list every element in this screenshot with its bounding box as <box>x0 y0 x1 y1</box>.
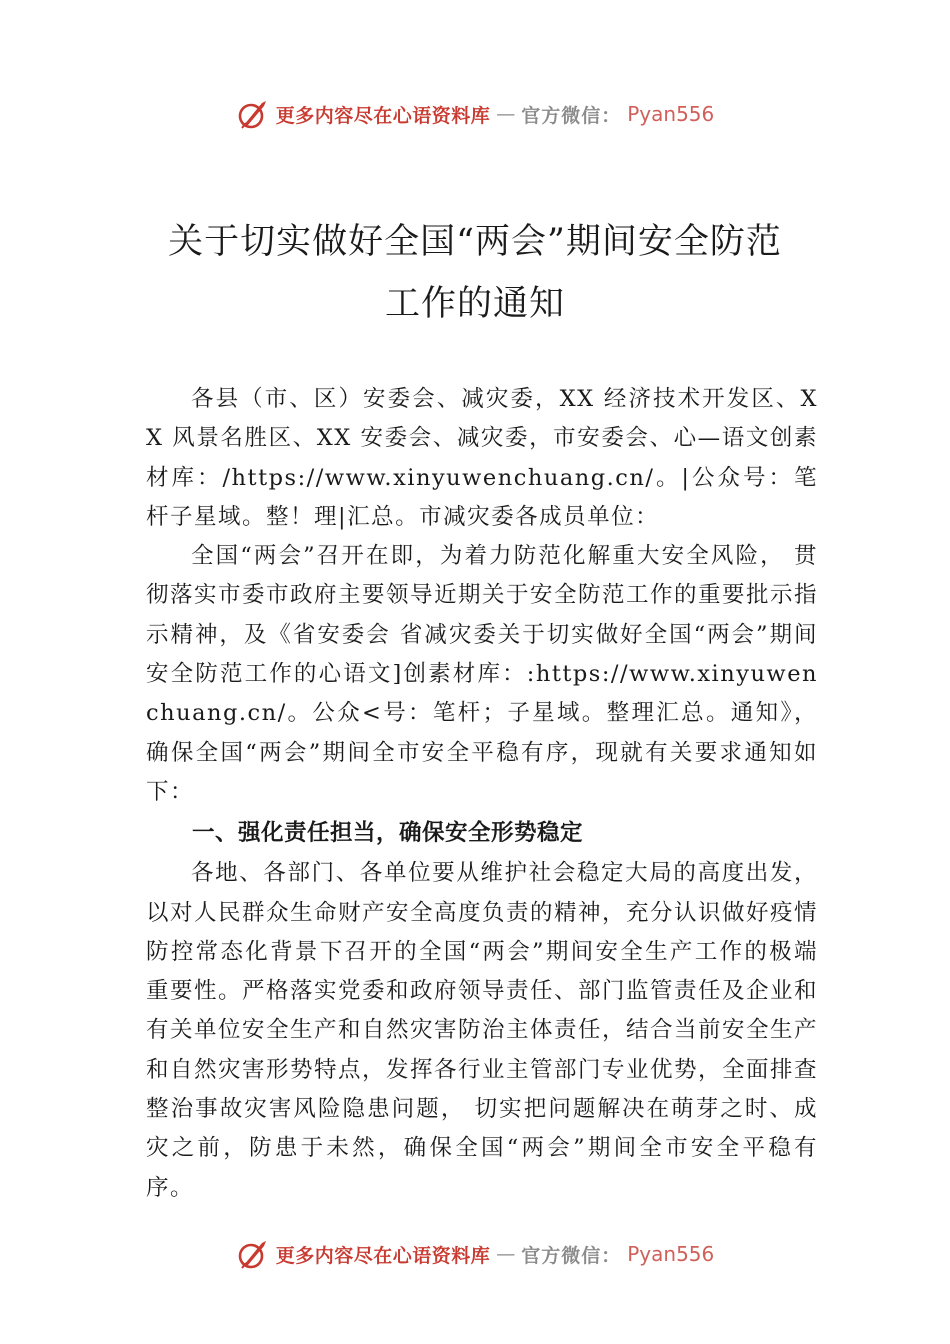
paragraph-section-1: 各地、各部门、各单位要从维护社会稳定大局的高度出发，以对人民群众生命财产安全高度负责的精神，充分认识做好疫情防控常态化背景下召开的全国“两会”期间安全生产工作的极端重要性。严格落实党委和政府领导责任、部门监管责任及企业和有关单位安全生产和自然灾害防治主体责任，结合当前安全生产和自然灾害形势特点，发挥各行业主管部门专业优势，全面排查整治事故灾害风险隐患问题， 切实把问题解决在萌芽之时、成灾之前，防患于未然，确保全国“两会”期间全市安全平稳有序。 <box>146 860 819 1201</box>
paragraph-recipients: 各县（市、区）安委会、减灾委，XX 经济技术开发区、XX 风景名胜区、XX 安委会、减灾委，市安委会、心—语文创素材库：/https://www.xinyuwenchuang.cn/。|公众号：笔杆子星域。整！理|汇总。市减灾委各成员单位： <box>146 386 818 530</box>
document-body <box>146 380 818 1208</box>
section-heading-1: 一、强化责任担当，确保安全形势稳定 <box>192 820 584 847</box>
footer-banner <box>0 1234 950 1274</box>
banner-wechat-label: 官方微信： <box>521 1244 622 1267</box>
paragraph-intro: 全国“两会”召开在即，为着力防范化解重大安全风险， 贯彻落实市委市政府主要领导近期关于安全防范工作的重要批示指示精神，及《省安委会 省减灾委关于切实做好全国“两会”期间安全防范工作的心语文]创素材库：:https://www.xinyuwenchuang.cn/。公众<号：笔杆；子星域。整理汇总。通知》，确保全国“两会”期间全市安全平稳有序，现就有关要求通知如下： <box>146 543 819 805</box>
quill-pen-logo-icon <box>236 1237 270 1271</box>
header-banner <box>0 94 950 134</box>
banner-wechat-label: 官方微信： <box>521 104 622 127</box>
document-title-line1: 关于切实做好全国“两会”期间安全防范 <box>168 222 782 262</box>
banner-promo-text: 更多内容尽在心语资料库 <box>275 1244 491 1267</box>
banner-promo-text: 更多内容尽在心语资料库 <box>275 104 491 127</box>
banner-separator: — <box>496 1243 516 1265</box>
banner-separator: — <box>496 103 516 125</box>
document-title-line2: 工作的通知 <box>384 284 565 324</box>
banner-wechat-id: Pyan556 <box>627 1242 715 1266</box>
banner-wechat-id: Pyan556 <box>627 102 715 126</box>
quill-pen-logo-icon <box>236 97 270 131</box>
